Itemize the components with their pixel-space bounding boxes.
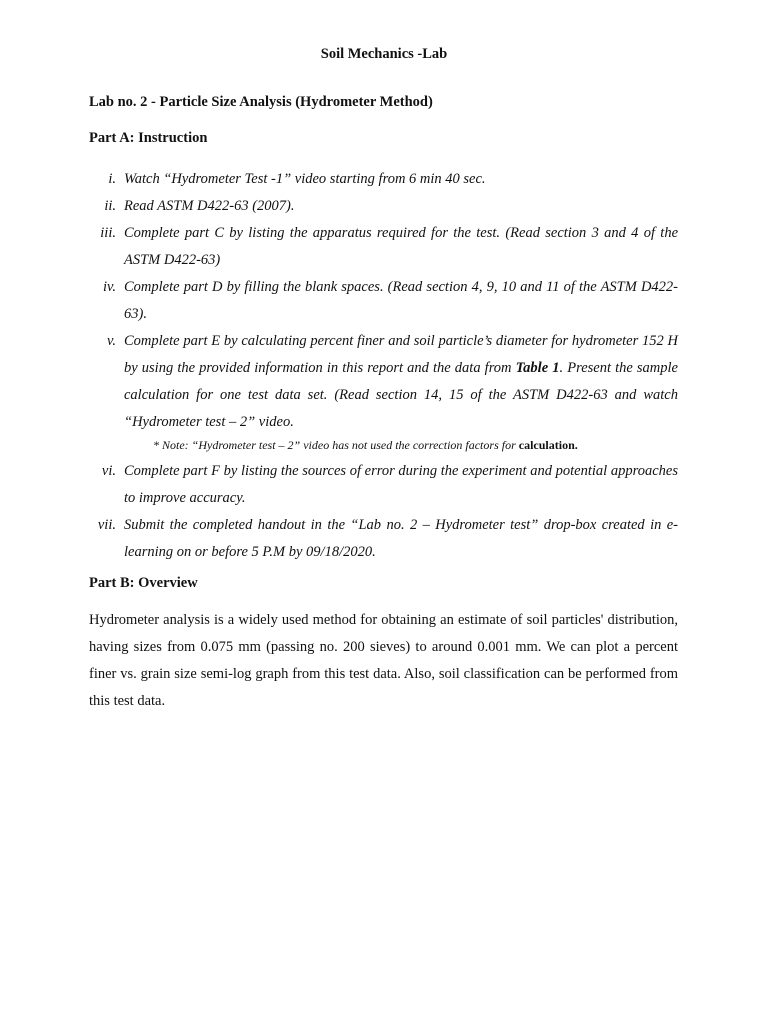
list-item-number: iv. (102, 279, 116, 295)
list-item (89, 166, 678, 193)
list-item (89, 220, 678, 274)
note-bold: calculation. (518, 438, 578, 452)
instruction-list (89, 166, 678, 566)
list-item-number: vii. (97, 517, 116, 533)
page-title: Soil Mechanics -Lab (320, 46, 448, 62)
list-item-text-before: Complete part E by calculating percent finer and soil particle’s diameter for hydrometer 152 H by using the provided information in this report and the data from (124, 333, 678, 376)
list-item-text-after: . Present the sample calculation for one test data set. (Read section 14, 15 of the ASTM D422-63 and watch “Hydrometer test – 2” video. (124, 360, 678, 430)
part-b-heading: Part B: Overview (89, 575, 198, 591)
list-item-text: Watch “Hydrometer Test -1” video starting from 6 min 40 sec. (124, 171, 486, 187)
list-item-number: i. (108, 171, 116, 187)
list-item-text: Complete part C by listing the apparatus required for the test. (Read section 3 and 4 of the ASTM D422-63) (124, 225, 678, 268)
table-reference: Table 1 (515, 360, 560, 376)
list-item (89, 274, 678, 328)
lab-title: Lab no. 2 - Particle Size Analysis (Hydrometer Method) (89, 94, 433, 110)
list-item-number: v. (107, 333, 116, 349)
note (124, 434, 678, 456)
list-item-text: Complete part F by listing the sources of error during the experiment and potential approaches to improve accuracy. (124, 463, 678, 506)
list-item-text: Read ASTM D422-63 (2007). (124, 198, 295, 214)
list-item-text: Submit the completed handout in the “Lab no. 2 – Hydrometer test” drop-box created in e-learning on or before 5 P.M by 09/18/2020. (124, 517, 678, 560)
list-item (89, 328, 678, 458)
list-item-number: iii. (100, 225, 116, 241)
list-item (89, 512, 678, 566)
list-item-number: vi. (101, 463, 116, 479)
list-item-number: ii. (104, 198, 116, 214)
list-item-text: Complete part D by filling the blank spaces. (Read section 4, 9, 10 and 11 of the ASTM D422-63). (124, 279, 678, 322)
note-text: * Note: “Hydrometer test – 2” video has not used the correction factors for (153, 438, 519, 452)
list-item (89, 458, 678, 512)
overview-paragraph: Hydrometer analysis is a widely used method for obtaining an estimate of soil particles' distribution, having sizes from 0.075 mm (passing no. 200 sieves) to around 0.001 mm. We can plot a percent finer vs. grain size semi-log graph from this test data. Also, soil classification can be performed from this test data. (89, 612, 678, 709)
list-item (89, 193, 678, 220)
part-a-heading: Part A: Instruction (89, 130, 208, 146)
